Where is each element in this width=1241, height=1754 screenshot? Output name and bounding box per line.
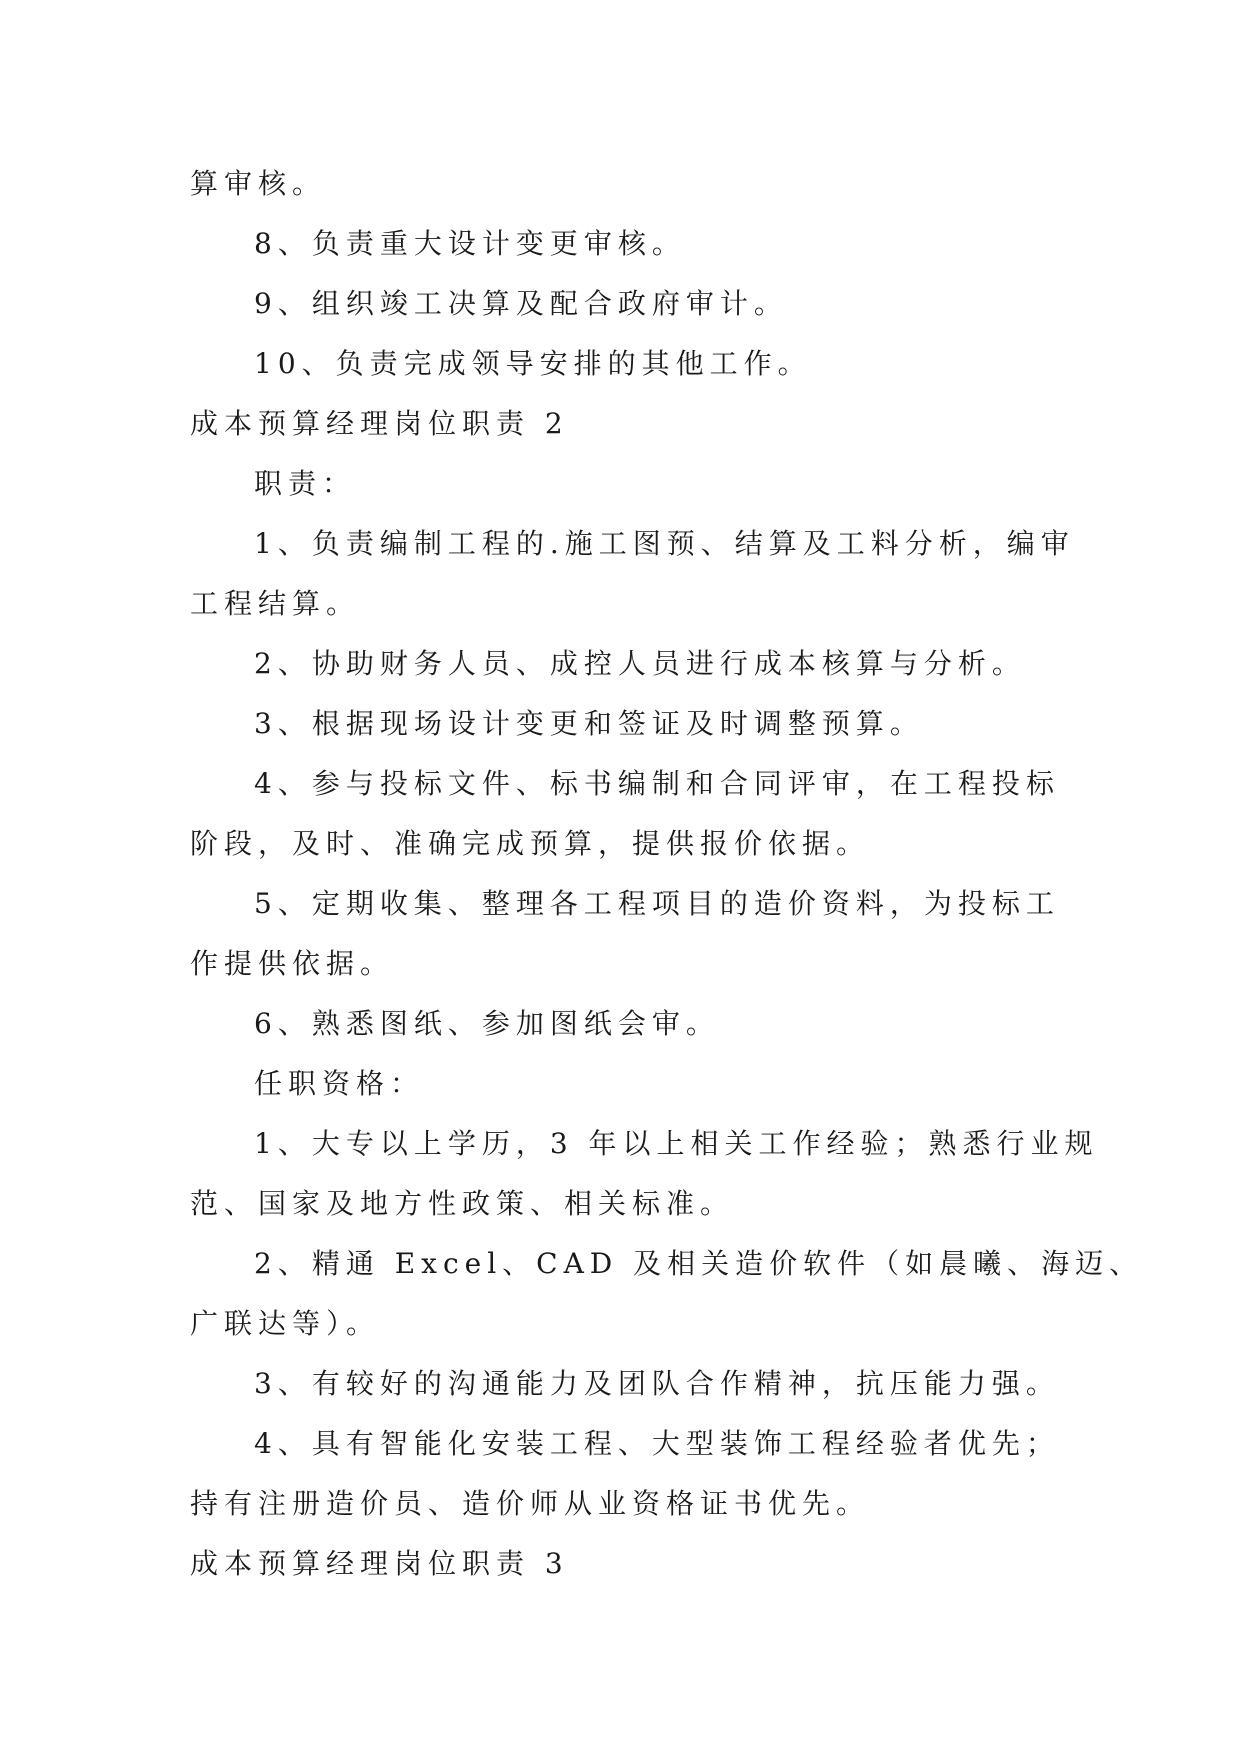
list-item: 8、负责重大设计变更审核。 (254, 227, 686, 260)
list-item-continuation: 工程结算。 (190, 587, 361, 620)
list-item-continuation: 范、国家及地方性政策、相关标准。 (190, 1187, 735, 1220)
list-item: 4、参与投标文件、标书编制和合同评审，在工程投标 (254, 767, 1060, 800)
list-item: 1、负责编制工程的.施工图预、结算及工料分析，编审 (254, 527, 1075, 560)
subheading-duties: 职责： (254, 467, 357, 500)
list-item: 10、负责完成领导安排的其他工作。 (254, 347, 812, 380)
list-item-continuation: 广联达等）。 (190, 1307, 381, 1340)
subheading-qualifications: 任职资格： (254, 1067, 425, 1100)
list-item: 4、具有智能化安装工程、大型装饰工程经验者优先； (254, 1427, 1060, 1460)
list-item-continuation: 阶段，及时、准确完成预算，提供报价依据。 (190, 827, 871, 860)
list-item: 2、精通 Excel、CAD 及相关造价软件（如晨曦、海迈、 (254, 1247, 1144, 1280)
paragraph-line: 算审核。 (190, 167, 327, 200)
list-item: 6、熟悉图纸、参加图纸会审。 (254, 1007, 720, 1040)
list-item-continuation: 作提供依据。 (190, 947, 395, 980)
section-heading: 成本预算经理岗位职责 2 (190, 407, 569, 440)
list-item-continuation: 持有注册造价员、造价师从业资格证书优先。 (190, 1487, 871, 1520)
section-heading: 成本预算经理岗位职责 3 (190, 1547, 569, 1580)
list-item: 1、大专以上学历，3 年以上相关工作经验；熟悉行业规 (254, 1127, 1099, 1160)
list-item: 3、有较好的沟通能力及团队合作精神，抗压能力强。 (254, 1367, 1060, 1400)
list-item: 3、根据现场设计变更和签证及时调整预算。 (254, 707, 924, 740)
list-item: 9、组织竣工决算及配合政府审计。 (254, 287, 788, 320)
list-item: 2、协助财务人员、成控人员进行成本核算与分析。 (254, 647, 1026, 680)
list-item: 5、定期收集、整理各工程项目的造价资料，为投标工 (254, 887, 1060, 920)
